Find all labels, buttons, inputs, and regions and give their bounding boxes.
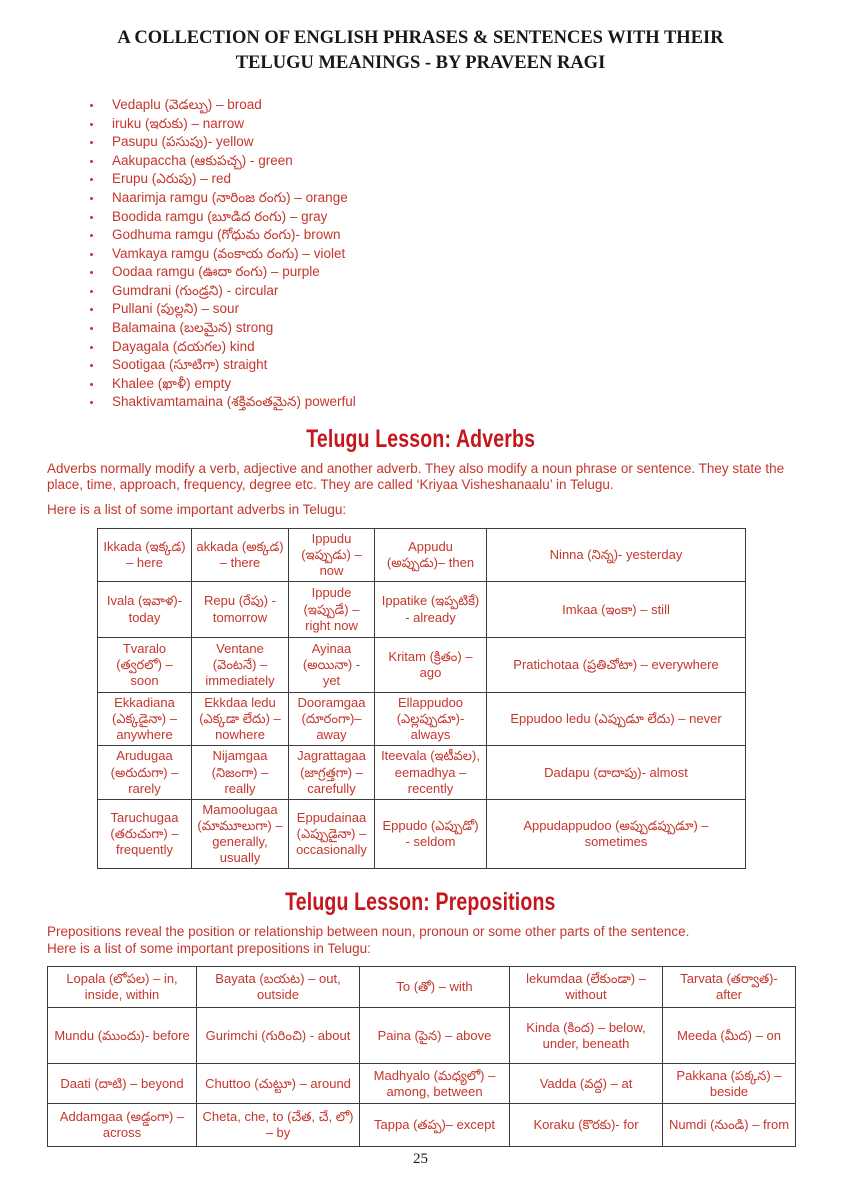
adverb-cell: Ayinaa (అయినా) - yet [289,638,375,693]
preposition-cell: To (తో) – with [360,967,510,1008]
adverb-cell: Taruchugaa (తరుచుగా) – frequently [98,799,192,868]
table-row [98,746,746,799]
adverb-cell: Imkaa (ఇంకా) – still [487,582,746,638]
table-row [98,528,746,581]
preposition-cell: Mundu (ముందు)- before [48,1008,197,1064]
table-row [98,638,746,693]
vocabulary-item: • Pasupu (పసుపు)- yellow [103,133,794,152]
vocabulary-item: • iruku (ఇరుకు) – narrow [103,115,794,134]
vocabulary-item: • Pullani (పుల్లని) – sour [103,300,794,319]
preposition-cell: Paina (పైన) – above [360,1008,510,1064]
adverb-cell: Ellappudoo (ఎల్లప్పుడూ)- always [375,693,487,746]
adverb-cell: Ekkdaa ledu (ఎక్కడా లేదు) – nowhere [192,693,289,746]
vocabulary-item: • Boodida ramgu (బూడిద రంగు) – gray [103,208,794,227]
prepositions-list-lead: Here is a list of some important prepositions in Telugu: [47,941,371,957]
adverb-cell: Ninna (నిన్న)- yesterday [487,528,746,581]
adverb-cell: Ippudu (ఇప్పుడు) – now [289,528,375,581]
table-row [48,1008,796,1064]
vocabulary-item: • Shaktivamtamaina (శక్తివంతమైన) powerful [103,393,794,412]
prepositions-table [47,966,796,1147]
vocabulary-item: • Dayagala (దయగల) kind [103,338,794,357]
preposition-cell: Kinda (కింద) – below, under, beneath [510,1008,663,1064]
adverb-cell: Arudugaa (అరుదుగా) – rarely [98,746,192,799]
preposition-cell: Addamgaa (అడ్డంగా) – across [48,1104,197,1147]
preposition-cell: Bayata (బయట) – out, outside [197,967,360,1008]
adverb-cell: Iteevala (ఇటీవల), eemadhya – recently [375,746,487,799]
table-row [98,693,746,746]
preposition-cell: lekumdaa (లేకుండా) – without [510,967,663,1008]
document-title [47,26,794,76]
preposition-cell: Madhyalo (మధ్యలో) – among, between [360,1064,510,1104]
adverbs-heading [47,426,794,454]
preposition-cell: Cheta, che, to (చేత, చే, లో) – by [197,1104,360,1147]
vocabulary-item: • Balamaina (బలమైన) strong [103,319,794,338]
table-row [48,1104,796,1147]
preposition-cell: Vadda (వద్ద) – at [510,1064,663,1104]
vocabulary-item: • Gumdrani (గుండ్రని) - circular [103,282,794,301]
adverb-cell: Appudu (అప్పుడు)– then [375,528,487,581]
vocabulary-item: • Godhuma ramgu (గోధుమ రంగు)- brown [103,226,794,245]
vocabulary-item: • Vedaplu (వెడల్పు) – broad [103,96,794,115]
adverb-cell: Eppudainaa (ఎప్పుడైనా) – occasionally [289,799,375,868]
preposition-cell: Pakkana (పక్కన) – beside [663,1064,796,1104]
vocabulary-list [47,96,794,412]
adverbs-intro: Adverbs normally modify a verb, adjective and another adverb. They also modify a noun phrase or sentence. They state the place, time, approach, frequency, degree etc. They are called ‘Kriyaa Visheshanaalu’ in Telugu. [47,460,785,492]
adverb-cell: Kritam (క్రితం) – ago [375,638,487,693]
adverb-cell: Eppudo (ఎప్పుడో) - seldom [375,799,487,868]
vocabulary-item: • Oodaa ramgu (ఊదా రంగు) – purple [103,263,794,282]
adverb-cell: Mamoolugaa (మామూలుగా) – generally, usually [192,799,289,868]
vocabulary-item: • Sootigaa (సూటిగా) straight [103,356,794,375]
vocabulary-item: • Khalee (ఖాళీ) empty [103,375,794,394]
adverbs-heading-text: Telugu Lesson: Adverbs [306,425,535,454]
adverb-cell: Tvaralo (త్వరలో) – soon [98,638,192,693]
prepositions-intro: Prepositions reveal the position or relationship between noun, pronoun or some other parts of the sentence. [47,923,690,939]
adverbs-table [97,528,746,869]
adverb-cell: Appudappudoo (అప్పుడప్పుడూ) – sometimes [487,799,746,868]
preposition-cell: Lopala (లోపల) – in, inside, within [48,967,197,1008]
adverb-cell: Repu (రేపు) - tomorrow [192,582,289,638]
adverb-cell: akkada (అక్కడ) – there [192,528,289,581]
adverb-cell: Ivala (ఇవాళ)- today [98,582,192,638]
vocabulary-item: • Aakupaccha (ఆకుపచ్చ) - green [103,152,794,171]
vocabulary-item: • Vamkaya ramgu (వంకాయ రంగు) – violet [103,245,794,264]
adverbs-list-lead: Here is a list of some important adverbs in Telugu: [47,502,347,518]
preposition-cell: Koraku (కొరకు)- for [510,1104,663,1147]
table-row [98,582,746,638]
preposition-cell: Gurimchi (గురించి) - about [197,1008,360,1064]
adverb-cell: Eppudoo ledu (ఎప్పుడూ లేదు) – never [487,693,746,746]
adverb-cell: Nijamgaa (నిజంగా) – really [192,746,289,799]
document-title-line1: A COLLECTION OF ENGLISH PHRASES & SENTENCES WITH THEIR [117,28,724,48]
table-row [48,1064,796,1104]
adverb-cell: Ippatike (ఇప్పటికే) - already [375,582,487,638]
prepositions-heading-text: Telugu Lesson: Prepositions [285,888,556,917]
adverb-cell: Ikkada (ఇక్కడ) – here [98,528,192,581]
preposition-cell: Numdi (నుండి) – from [663,1104,796,1147]
adverb-cell: Ekkadiana (ఎక్కడైనా) – anywhere [98,693,192,746]
preposition-cell: Tarvata (తర్వాత)- after [663,967,796,1008]
adverb-cell: Dooramgaa (దూరంగా)– away [289,693,375,746]
adverb-cell: Ippude (ఇప్పుడే) – right now [289,582,375,638]
preposition-cell: Tappa (తప్ప)– except [360,1104,510,1147]
vocabulary-item: • Naarimja ramgu (నారింజ రంగు) – orange [103,189,794,208]
page-number: 25 [413,1151,428,1168]
table-row [48,967,796,1008]
adverb-cell: Dadapu (దాదాపు)- almost [487,746,746,799]
adverb-cell: Pratichotaa (ప్రతిచోటా) – everywhere [487,638,746,693]
adverb-cell: Ventane (వెంటనే) – immediately [192,638,289,693]
prepositions-heading [47,889,794,917]
adverb-cell: Jagrattagaa (జాగ్రత్తగా) – carefully [289,746,375,799]
table-row [98,799,746,868]
document-title-line2: TELUGU MEANINGS - BY PRAVEEN RAGI [235,52,606,73]
preposition-cell: Meeda (మీద) – on [663,1008,796,1064]
preposition-cell: Chuttoo (చుట్టూ) – around [197,1064,360,1104]
vocabulary-item: • Erupu (ఎరుపు) – red [103,170,794,189]
preposition-cell: Daati (దాటి) – beyond [48,1064,197,1104]
